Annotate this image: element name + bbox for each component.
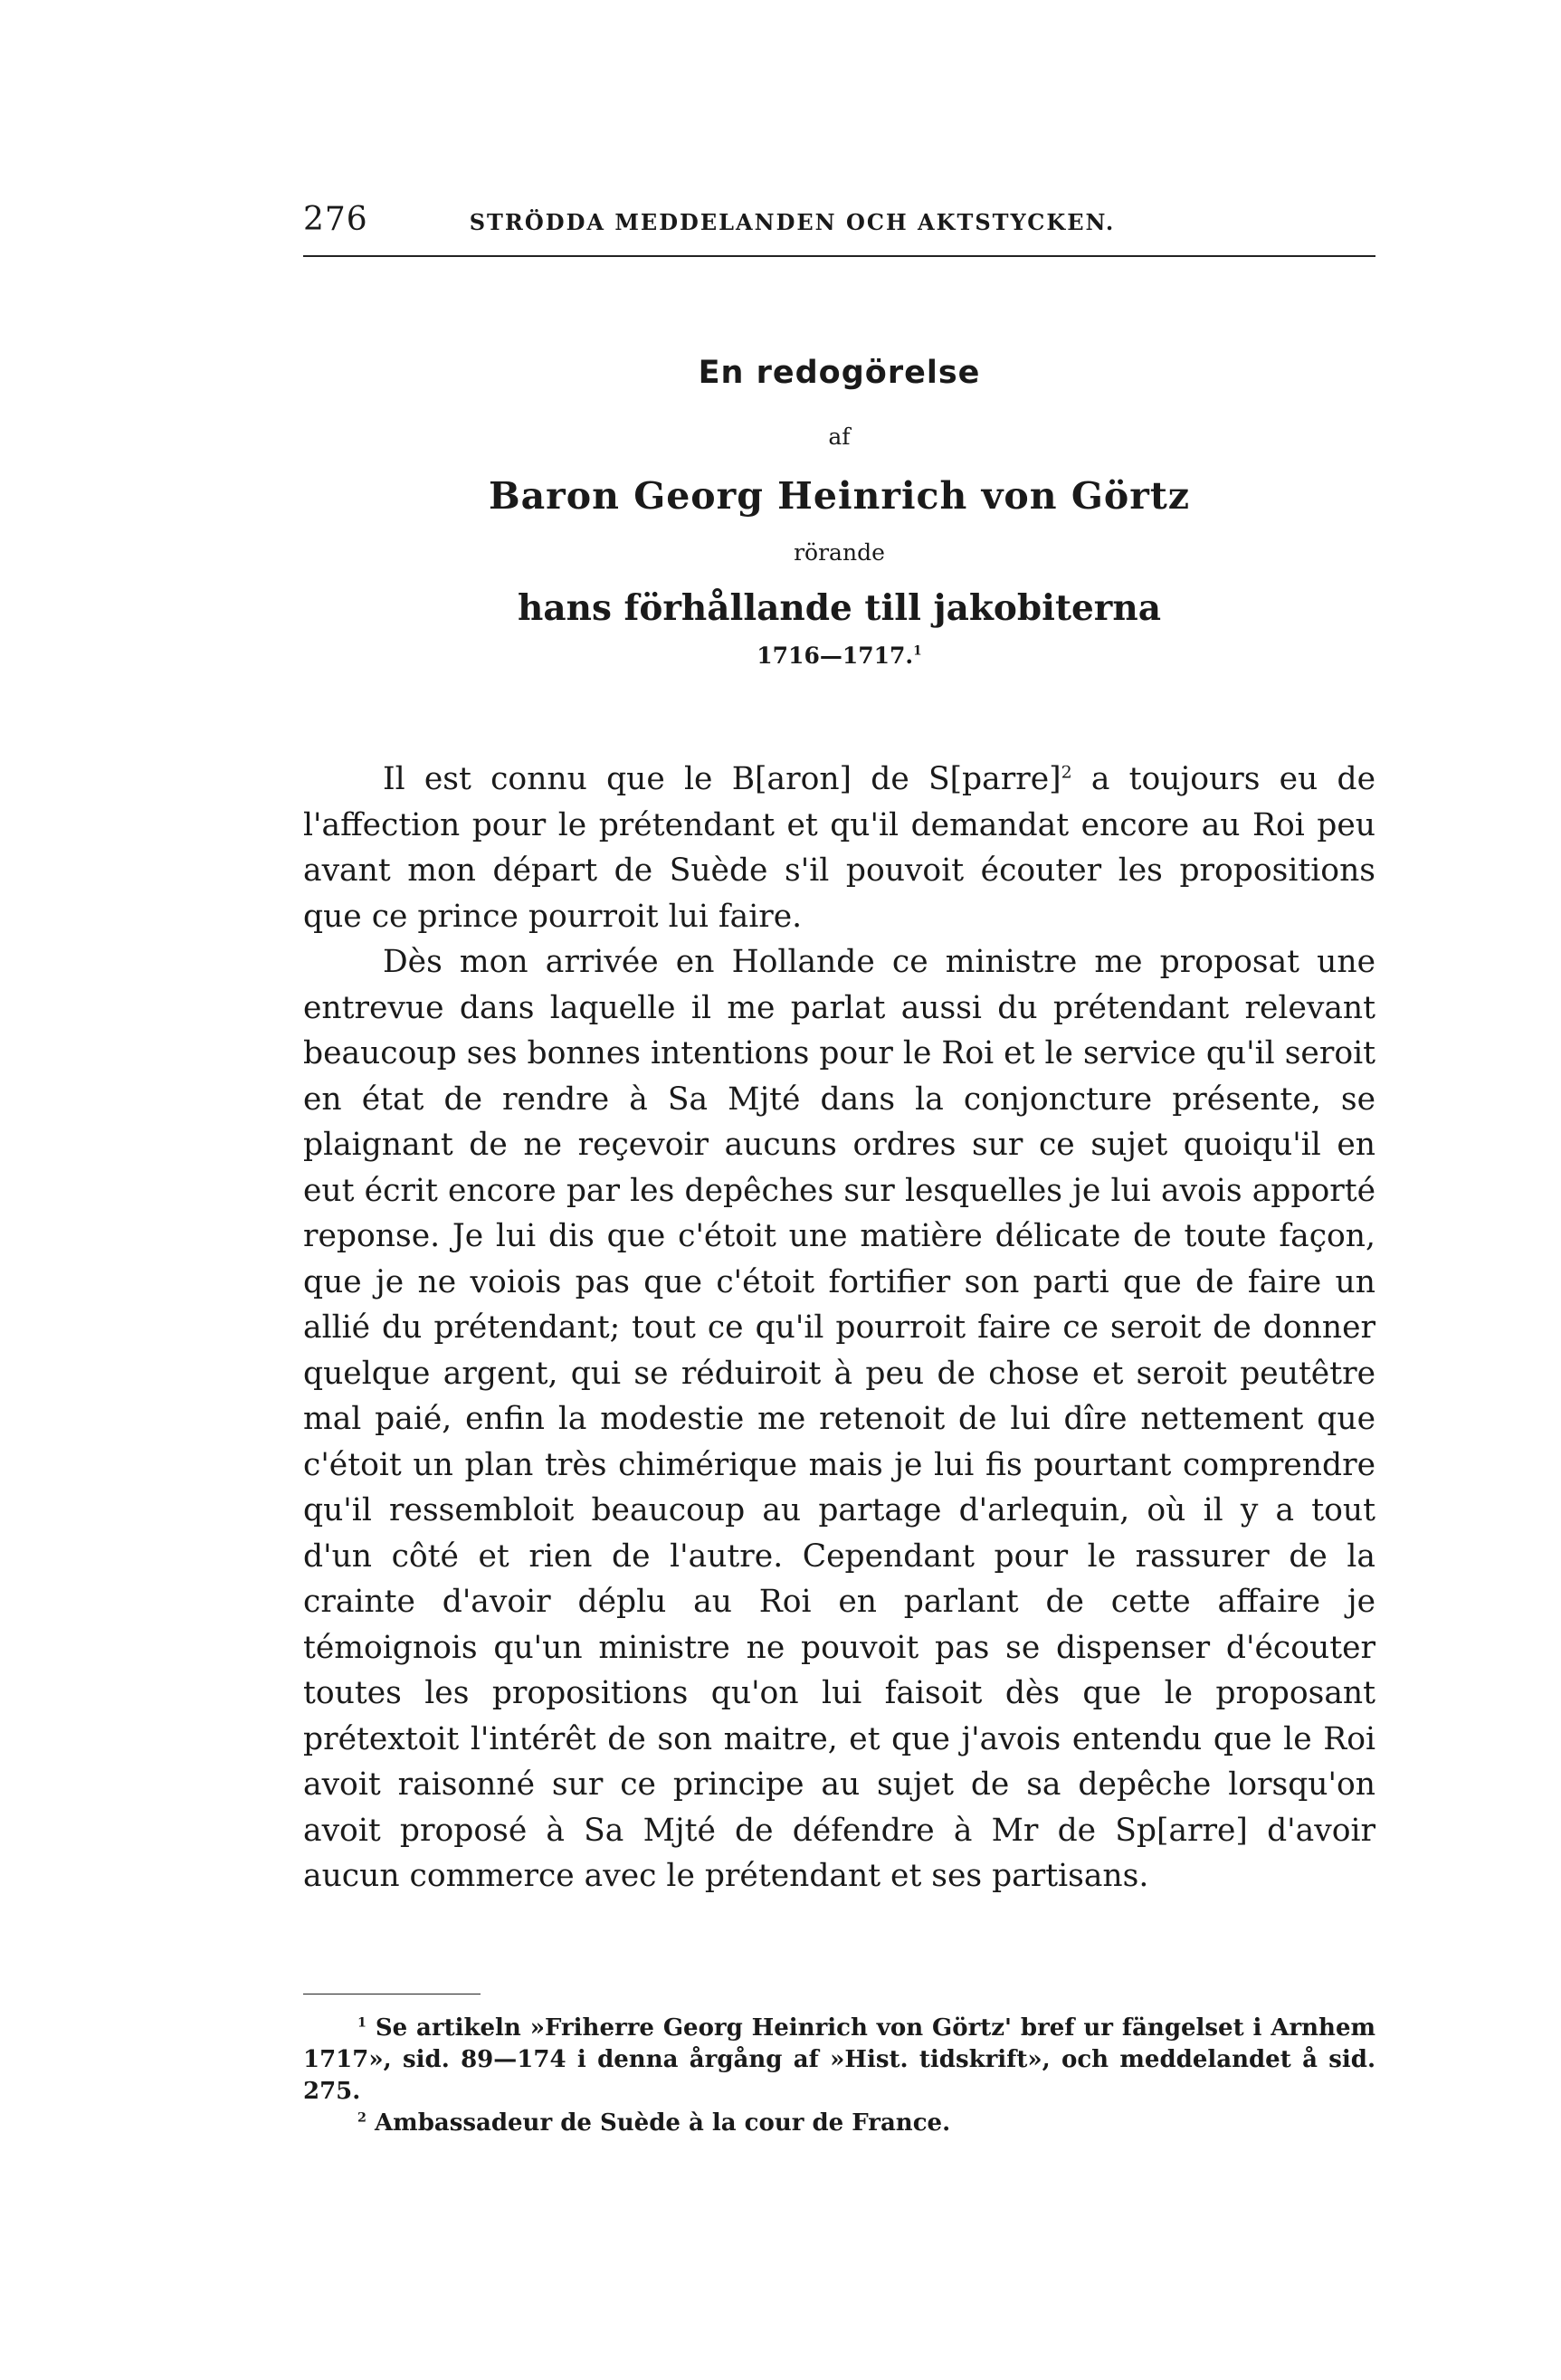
footnote-1 — [303, 2013, 1375, 2108]
footnote-1-mark: 1 — [357, 2015, 366, 2031]
title-dates-text: 1716—1717. — [757, 643, 914, 669]
title-dates — [303, 643, 1375, 670]
page-header — [303, 201, 1375, 238]
paragraph-2: Dès mon arrivée en Hollande ce ministre me proposat une entrevue dans laquelle il me parlat aussi du prétendant relevant beaucoup ses bonnes intentions pour le Roi et le service qu'il seroit en état de rendre à Sa Mjté dans la conjoncture présente, se plaignant de ne reçevoir aucuns ordres sur ce sujet quoiqu'il en eut écrit encore par les depêches sur lesquelles je lui avois apporté reponse. Je lui dis que c'étoit une matière délicate de toute façon, que je ne voiois pas que c'étoit fortifier son parti que de faire un allié du prétendant; tout ce qu'il pourroit faire ce seroit de donner quelque argent, qui se réduiroit à peu de chose et seroit peutêtre mal paié, enfin la modestie me retenoit de lui dîre nettement que c'étoit un plan très chimérique mais je lui fis pourtant comprendre qu'il ressembloit beaucoup au partage d'arlequin, où il y a tout d'un côté et rien de l'autre. Cependant pour le rassurer de la crainte d'avoir déplu au Roi en parlant de cette affaire je témoignois qu'un ministre ne pouvoit pas se dispenser d'écouter toutes les propositions qu'on lui faisoit dès que le proposant prétextoit l'intérêt de son maitre, et que j'avois entendu que le Roi avoit raisonné sur ce principe au sujet de sa depêche lorsqu'on avoit proposé à Sa Mjté de défendre à Mr de Sp[arre] d'avoir aucun commerce avec le prétendant et ses partisans. — [303, 944, 1375, 1894]
footnote-ref-2: 2 — [1061, 762, 1072, 783]
paragraph-1-rest: a toujours eu de l'affection pour le prétendant et qu'il demandat encore au Roi peu avant mon départ de Suède s'il pouvoit écouter les propositions que ce prince pourroit lui faire. — [303, 761, 1375, 935]
footnote-2 — [303, 2108, 1375, 2139]
title-line-5: hans förhållande till jakobiterna — [518, 587, 1161, 629]
page-number: 276 — [303, 201, 368, 238]
paragraph-1 — [303, 757, 1375, 939]
footnotes — [303, 2013, 1375, 2139]
title-line-4: rörande — [794, 539, 885, 566]
title-block — [303, 351, 1375, 670]
paragraph-1-start: Il est connu que le B[aron] de S[parre] — [383, 761, 1061, 797]
title-line-3: Baron Georg Heinrich von Görtz — [488, 474, 1191, 518]
footnote-ref-1: 1 — [913, 643, 922, 659]
running-title: STRÖDDA MEDDELANDEN OCH AKTSTYCKEN. — [469, 209, 1116, 235]
title-line-2: af — [828, 424, 851, 450]
header-rule — [303, 255, 1375, 257]
footnote-2-mark: 2 — [357, 2110, 366, 2126]
body-text — [303, 757, 1375, 1899]
footnote-2-text: Ambassadeur de Suède à la cour de France. — [366, 2109, 951, 2137]
title-line-1: En redogörelse — [698, 355, 981, 391]
footnote-1-text: Se artikeln »Friherre Georg Heinrich von Görtz' bref ur fängelset i Arnhem 1717», sid. 89—174 i denna årgång af »Hist. tidskrift», och meddelandet å sid. 275. — [303, 2014, 1375, 2105]
